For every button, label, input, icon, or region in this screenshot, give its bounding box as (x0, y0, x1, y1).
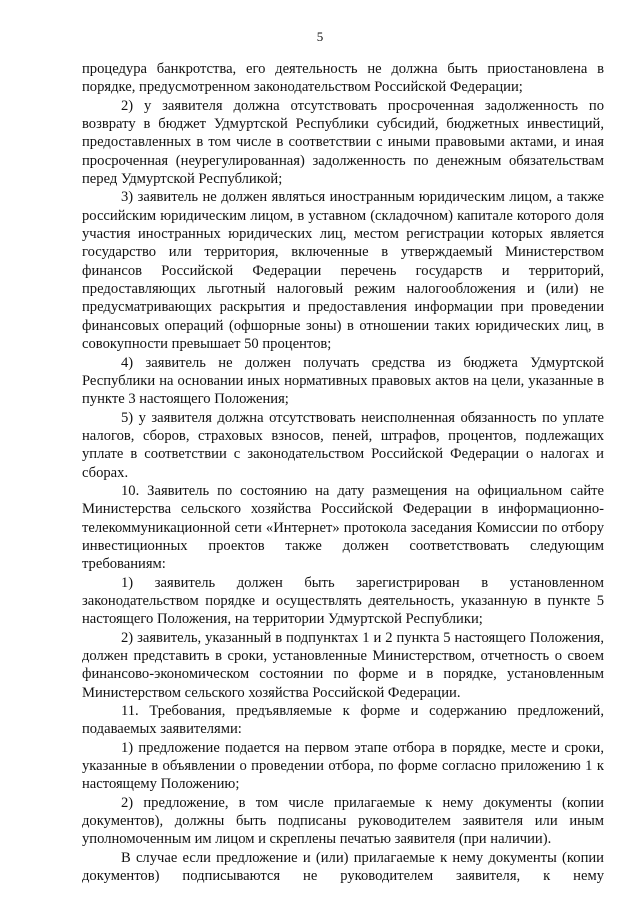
page-number: 5 (316, 29, 324, 44)
paragraph-item-2: 2) у заявителя должна отсутствовать просроченная задолженность по возврату в бюджет Удмуртской Республики субсидий, бюджетных инвестиций, предоставленных в том числе в соответствии с иными правовыми актами, и иная просроченная (неурегулированная) задолженность по денежным обязательствам перед Удмуртской Республикой; (82, 97, 604, 188)
paragraph-section-10-item-2: 2) заявитель, указанный в подпунктах 1 и 2 пункта 5 настоящего Положения, должен представить в сроки, установленные Министерством, отчетность о своем финансово-экономическом состоянии по форме и в порядке, установленным Министерством сельского хозяйства Российской Федерации. (82, 629, 604, 701)
paragraph-item-3: 3) заявитель не должен являться иностранным юридическим лицом, а также российским юридическим лицом, в уставном (складочном) капитале которого доля участия иностранных юридических лиц, местом регистрации которых является государство или территория, включенные в утверждаемый Министерством финансов Российской Федерации перечень государств и территорий, предоставляющих льготный налоговый режим налогообложения и (или) не предусматривающих раскрытия и предоставления информации при проведении финансовых операций (офшорные зоны) в отношении таких юридических лиц, в совокупности превышает 50 процентов; (82, 189, 604, 353)
paragraph-section-11-item-1: 1) предложение подается на первом этапе отбора в порядке, месте и сроки, указанные в объявлении о проведении отбора, по форме согласно приложению 1 к настоящему Положению; (82, 739, 604, 793)
paragraph-section-10-item-1: 1) заявитель должен быть зарегистрирован в установленном законодательством порядке и осуществлять деятельность, указанную в пункте 5 настоящего Положения, на территории Удмуртской Республики; (82, 574, 604, 628)
document-body (82, 60, 604, 885)
paragraph-signature-case: В случае если предложение и (или) прилагаемые к нему документы (копии документов) подписываются не руководителем заявителя, к нему (82, 849, 604, 885)
paragraph-section-11-item-2: 2) предложение, в том числе прилагаемые к нему документы (копии документов), должны быть подписаны руководителем заявителя или иным уполномоченным им лицом и скреплены печатью заявителя (при наличии). (82, 794, 604, 848)
paragraph-item-5: 5) у заявителя должна отсутствовать неисполненная обязанность по уплате налогов, сборов, страховых взносов, пеней, штрафов, процентов, подлежащих уплате в соответствии с законодательством Российской Федерации о налогах и сборах. (82, 409, 604, 481)
paragraph-section-10: 10. Заявитель по состоянию на дату размещения на официальном сайте Министерства сельского хозяйства Российской Федерации в информационно-телекоммуникационной сети «Интернет» протокола заседания Комиссии по отбору инвестиционных проектов также должен соответствовать следующим требованиям: (82, 482, 604, 573)
paragraph-section-11: 11. Требования, предъявляемые к форме и содержанию предложений, подаваемых заявителями: (82, 703, 604, 738)
paragraph-item-4: 4) заявитель не должен получать средства из бюджета Удмуртской Республики на основании иных нормативных правовых актов на цели, указанные в пункте 3 настоящего Положения; (82, 354, 604, 408)
paragraph-continuation: процедура банкротства, его деятельность не должна быть приостановлена в порядке, предусмотренном законодательством Российской Федерации; (82, 61, 604, 96)
